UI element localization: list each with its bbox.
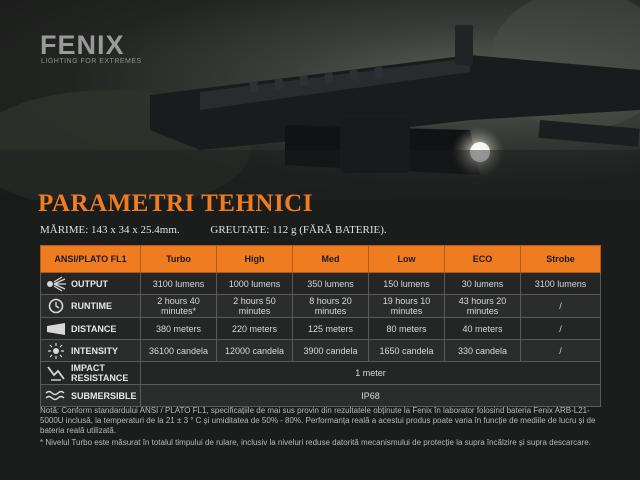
output-strobe: 3100 lumens bbox=[521, 273, 601, 295]
hero-photo bbox=[0, 0, 640, 200]
size-weight-specs bbox=[40, 224, 415, 236]
row-label-submersible: SUBMERSIBLE bbox=[41, 385, 141, 407]
table-row-distance bbox=[41, 318, 601, 340]
distance-low: 80 meters bbox=[369, 318, 445, 340]
impact-value: 1 meter bbox=[141, 362, 601, 385]
runtime-turbo: 2 hours 40 minutes* bbox=[141, 295, 217, 318]
turbo-footnote: * Nivelul Turbo este măsurat în totalul timpului de rulare, inclusiv la niveluri reduse datorită mecanismului de protecție la supra încălzire și supra descarcare. bbox=[40, 438, 591, 447]
brand-name: FENIX bbox=[40, 30, 125, 60]
light-beam-icon bbox=[45, 276, 67, 292]
header-ansi: ANSI/PLATO FL1 bbox=[41, 246, 141, 273]
runtime-high: 2 hours 50 minutes bbox=[217, 295, 293, 318]
header-turbo: Turbo bbox=[141, 246, 217, 273]
header-high: High bbox=[217, 246, 293, 273]
intensity-high: 12000 candela bbox=[217, 340, 293, 362]
water-waves-icon bbox=[45, 388, 67, 404]
row-label-impact: IMPACT RESISTANCE bbox=[41, 362, 141, 385]
row-label-runtime: RUNTIME bbox=[41, 295, 141, 318]
intensity-low: 1650 candela bbox=[369, 340, 445, 362]
sunburst-icon bbox=[45, 343, 67, 359]
page-title: PARAMETRI TEHNICI bbox=[38, 190, 313, 217]
table-row-impact bbox=[41, 362, 601, 385]
impact-icon bbox=[45, 365, 67, 381]
header-med: Med bbox=[293, 246, 369, 273]
output-eco: 30 lumens bbox=[445, 273, 521, 295]
row-label-distance: DISTANCE bbox=[41, 318, 141, 340]
runtime-eco: 43 hours 20 minutes bbox=[445, 295, 521, 318]
runtime-med: 8 hours 20 minutes bbox=[293, 295, 369, 318]
intensity-eco: 330 candela bbox=[445, 340, 521, 362]
weight-spec: GREUTATE: 112 g (FĂRĂ BATERIE). bbox=[210, 224, 387, 236]
header-strobe: Strobe bbox=[521, 246, 601, 273]
distance-strobe: / bbox=[521, 318, 601, 340]
brand-tagline: LIGHTING FOR EXTREMES bbox=[41, 58, 142, 65]
output-high: 1000 lumens bbox=[217, 273, 293, 295]
header-eco: ECO bbox=[445, 246, 521, 273]
output-low: 150 lumens bbox=[369, 273, 445, 295]
table-row-runtime bbox=[41, 295, 601, 318]
output-med: 350 lumens bbox=[293, 273, 369, 295]
distance-med: 125 meters bbox=[293, 318, 369, 340]
header-low: Low bbox=[369, 246, 445, 273]
intensity-strobe: / bbox=[521, 340, 601, 362]
table-row-intensity bbox=[41, 340, 601, 362]
runtime-low: 19 hours 10 minutes bbox=[369, 295, 445, 318]
table-row-output bbox=[41, 273, 601, 295]
standard-note: Notă: Conform standardului ANSI / PLATO FL1, specificațiile de mai sus provin din rezultatele obținute la Fenix în laborator folosind bateria Fenix ARB-L21-5000U inclusă, la temperaturi de la 21 ± 3 ° C și umiditatea de 50% - 80%. Performanța reală a acestui produs poate varia în funcție de mediile de lucru și de bateria reală utilizată. bbox=[40, 406, 596, 435]
distance-eco: 40 meters bbox=[445, 318, 521, 340]
intensity-turbo: 36100 candela bbox=[141, 340, 217, 362]
submersible-value: IP68 bbox=[141, 385, 601, 407]
distance-turbo: 380 meters bbox=[141, 318, 217, 340]
distance-high: 220 meters bbox=[217, 318, 293, 340]
clock-icon bbox=[45, 298, 67, 314]
specs-table bbox=[40, 245, 601, 407]
intensity-med: 3900 candela bbox=[293, 340, 369, 362]
table-header-row bbox=[41, 246, 601, 273]
row-label-output: OUTPUT bbox=[41, 273, 141, 295]
runtime-strobe: / bbox=[521, 295, 601, 318]
beam-distance-icon bbox=[45, 321, 67, 337]
fenix-logo bbox=[40, 30, 160, 70]
row-label-intensity: INTENSITY bbox=[41, 340, 141, 362]
table-row-submersible bbox=[41, 385, 601, 407]
size-spec: MĂRIME: 143 x 34 x 25.4mm. bbox=[40, 224, 180, 236]
output-turbo: 3100 lumens bbox=[141, 273, 217, 295]
